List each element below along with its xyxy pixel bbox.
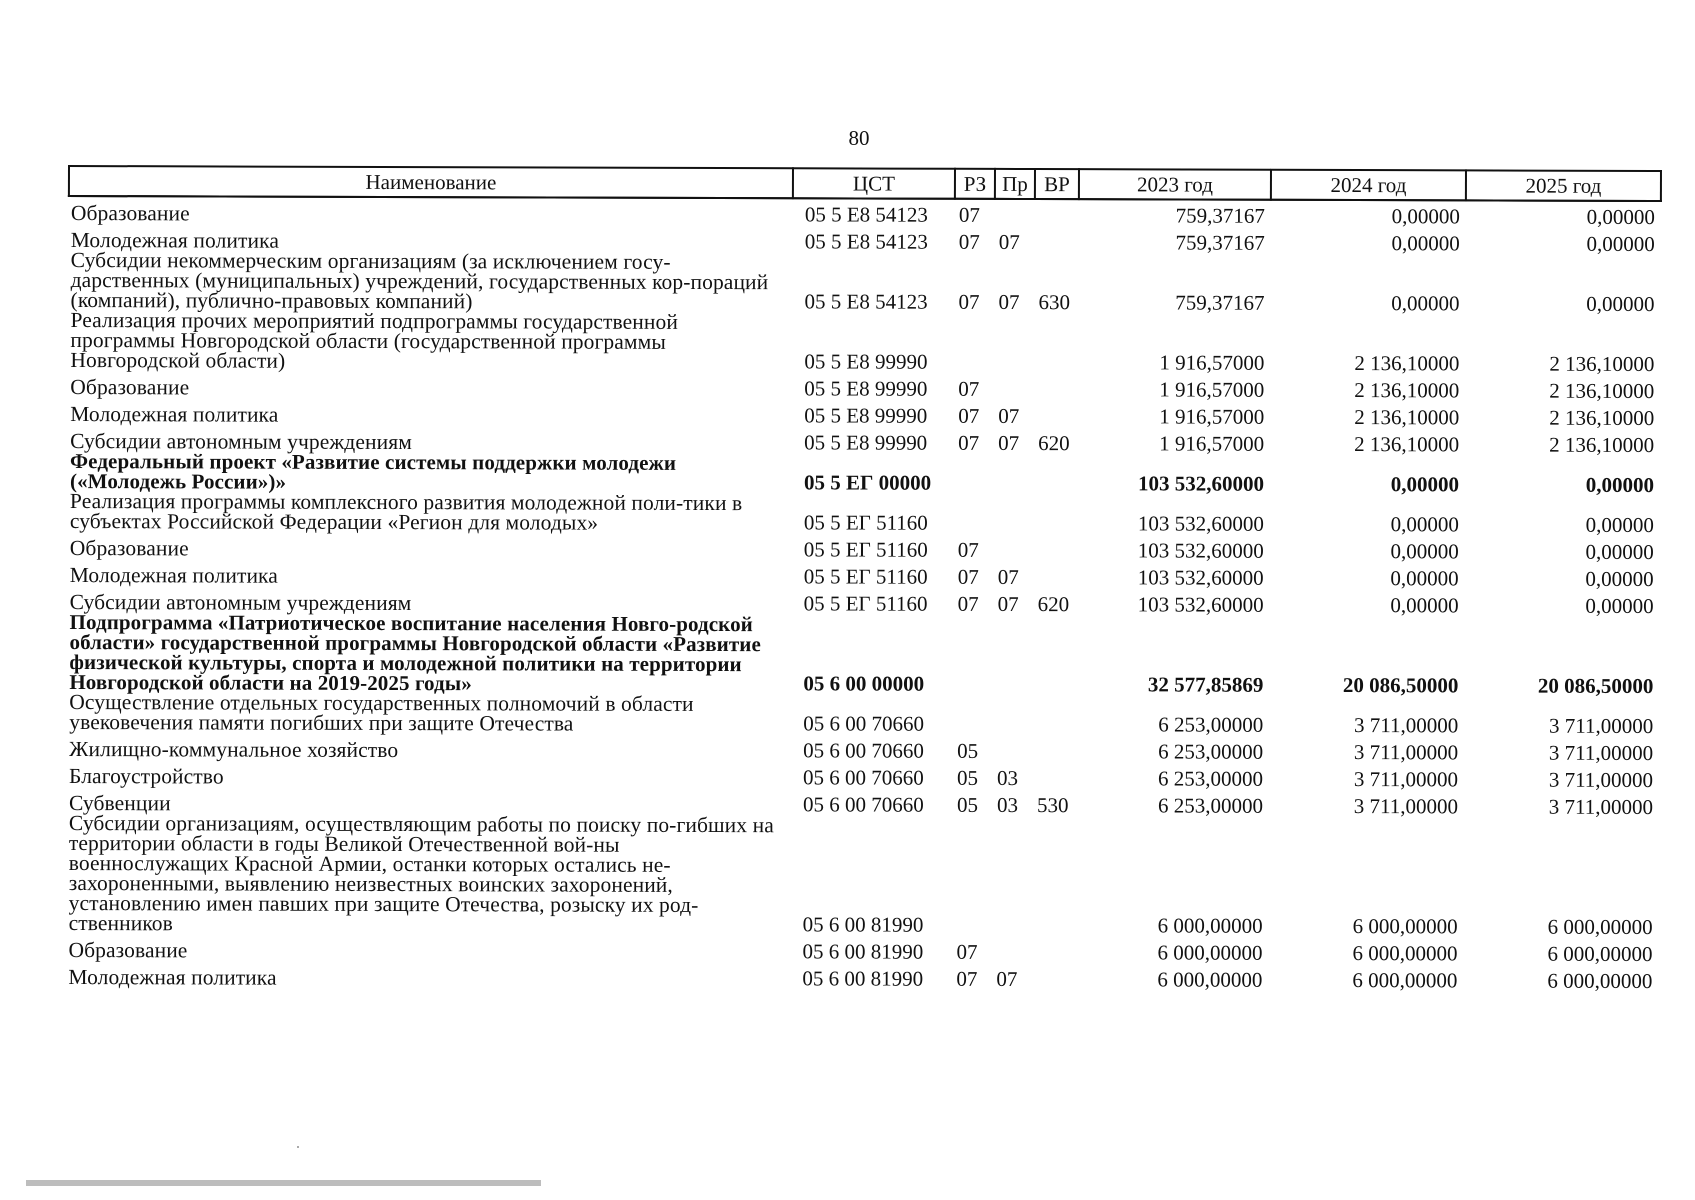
- cell-vr: [1035, 226, 1079, 253]
- cell-cst: 05 6 00 70660: [803, 765, 924, 790]
- cell-vr: [1033, 615, 1077, 695]
- cell-2023: 759,37167: [1175, 230, 1265, 255]
- cell-2024: 2 136,10000: [1354, 405, 1460, 430]
- header-rz: РЗ: [955, 169, 995, 199]
- scan-speck: [297, 1146, 299, 1148]
- cell-2023: 1 916,57000: [1159, 377, 1265, 402]
- header-2023: 2023 год: [1079, 169, 1271, 200]
- cell-name: Субсидии автономным учреждениям: [69, 590, 412, 616]
- cell-2025: 2 136,10000: [1549, 378, 1655, 403]
- cell-2024: 0,00000: [1391, 204, 1460, 229]
- cell-2024: 0,00000: [1390, 566, 1459, 591]
- cell-2025: 0,00000: [1585, 512, 1654, 537]
- cell-cst: 05 6 00 81990: [802, 912, 924, 937]
- cell-2024: 0,00000: [1391, 291, 1460, 316]
- cell-2025: 2 136,10000: [1549, 432, 1655, 457]
- cell-cst: 05 6 00 70660: [802, 792, 924, 817]
- cell-2025: 3 711,00000: [1548, 767, 1654, 792]
- cell-name: Молодежная политика: [69, 563, 278, 588]
- cell-2024: 6 000,00000: [1352, 914, 1458, 939]
- cell-name: Субвенции: [68, 791, 171, 816]
- cell-rz: 07: [957, 591, 979, 616]
- cell-2025: 3 711,00000: [1548, 794, 1654, 819]
- cell-name: Реализация прочих мероприятий подпрограммы государственной программы Новгородской области (государственной программы Новгородской области): [70, 308, 679, 373]
- cell-pr: [992, 936, 1032, 963]
- header-name: Наименование: [69, 166, 793, 198]
- cell-vr: 630: [1038, 290, 1071, 315]
- cell-2024: 20 086,50000: [1342, 673, 1459, 698]
- cell-2024: 2 136,10000: [1354, 351, 1460, 376]
- header-pr: Пр: [995, 169, 1035, 199]
- cell-2023: 6 000,00000: [1157, 967, 1263, 992]
- header-cst: ЦСТ: [793, 168, 955, 199]
- cell-pr: 07: [997, 564, 1019, 589]
- cell-cst: 05 5 ЕГ 51160: [803, 510, 928, 535]
- cell-pr: 07: [998, 289, 1020, 314]
- cell-2023: 103 532,60000: [1137, 592, 1264, 617]
- cell-vr: [1035, 199, 1079, 226]
- cell-vr: [1034, 534, 1078, 561]
- cell-2024: 3 711,00000: [1353, 767, 1459, 792]
- cell-2025: 0,00000: [1586, 231, 1655, 256]
- cell-cst: 05 5 Е8 99990: [804, 376, 928, 401]
- cell-name: Образование: [70, 375, 190, 400]
- cell-2024: 2 136,10000: [1354, 432, 1460, 457]
- cell-rz: 07: [958, 403, 980, 428]
- cell-rz: [953, 695, 993, 735]
- cell-2023: 103 532,60000: [1137, 511, 1264, 536]
- cell-2024: 6 000,00000: [1352, 941, 1458, 966]
- cell-2025: 6 000,00000: [1547, 914, 1653, 939]
- cell-2025: 3 711,00000: [1548, 713, 1654, 738]
- cell-vr: [1033, 695, 1077, 735]
- cell-rz: 07: [956, 939, 978, 964]
- cell-vr: [1032, 963, 1076, 990]
- cell-2023: 103 532,60000: [1137, 538, 1264, 563]
- cell-rz: 07: [957, 537, 979, 562]
- cell-rz: 05: [957, 765, 979, 790]
- cell-vr: [1033, 762, 1077, 789]
- cell-2025: 2 136,10000: [1549, 405, 1655, 430]
- cell-name: Подпрограмма «Патриотическое воспитание населения Новго-родской области» государственной программы Новгородской области «Развитие физической культуры, спорта и молодежной политики на территории Новгородской области на 2019-2025 годы»: [69, 610, 761, 696]
- cell-name: Образование: [68, 938, 188, 963]
- cell-cst: 05 5 ЕГ 51160: [803, 537, 928, 562]
- cell-rz: 07: [958, 376, 980, 401]
- cell-2023: 103 532,60000: [1137, 471, 1265, 496]
- cell-2023: 6 000,00000: [1157, 913, 1263, 938]
- cell-2023: 6 253,00000: [1158, 766, 1264, 791]
- scan-edge-bar: [26, 1180, 541, 1186]
- cell-vr: [1032, 936, 1076, 963]
- cell-pr: [993, 816, 1033, 936]
- cell-name: Молодежная политика: [70, 228, 280, 253]
- cell-cst: 05 5 Е8 99990: [804, 403, 928, 428]
- cell-name: Субсидии автономным учреждениям: [70, 429, 412, 455]
- cell-2023: 6 253,00000: [1157, 793, 1264, 818]
- cell-rz: 07: [958, 430, 980, 455]
- cell-2024: 2 136,10000: [1354, 378, 1460, 403]
- header-vr: ВР: [1035, 169, 1079, 199]
- cell-name: Субсидии организациям, осуществляющим работы по поиску по-гибших на территории области в годы Великой Отечественной вой-ны военнослужащих Красной Армии, останки которых остались не-захороненными, выявлению неизвестных воинских захоронений, установлению имен павших при защите Отечества, розыску их род-ственников: [68, 811, 774, 936]
- cell-pr: [994, 373, 1034, 400]
- cell-name: Молодежная политика: [68, 965, 277, 990]
- cell-cst: 05 5 Е8 54123: [804, 229, 928, 254]
- cell-2023: 32 577,85869: [1147, 672, 1264, 697]
- cell-2025: 2 136,10000: [1549, 351, 1655, 376]
- cell-rz: [954, 494, 994, 534]
- cell-cst: 05 5 Е8 99990: [804, 430, 928, 455]
- cell-name: Федеральный проект «Развитие системы поддержки молодежи («Молодежь России»)»: [69, 449, 677, 494]
- cell-rz: 07: [957, 564, 979, 589]
- cell-2023: 6 253,00000: [1158, 739, 1264, 764]
- cell-rz: 07: [958, 202, 980, 227]
- cell-vr: 620: [1038, 431, 1070, 456]
- cell-2025: 0,00000: [1585, 566, 1654, 591]
- cell-pr: [994, 494, 1034, 534]
- cell-vr: [1034, 561, 1078, 588]
- cell-2025: 3 711,00000: [1548, 740, 1654, 765]
- cell-2025: 0,00000: [1585, 593, 1654, 618]
- cell-name: Жилищно-коммунальное хозяйство: [69, 737, 399, 763]
- cell-rz: [953, 816, 993, 936]
- page-number: 80: [848, 126, 870, 150]
- cell-pr: 07: [998, 430, 1020, 455]
- cell-2024: 3 711,00000: [1353, 794, 1459, 819]
- cell-pr: [994, 313, 1034, 373]
- cell-rz: 07: [958, 229, 980, 254]
- cell-2025: 6 000,00000: [1547, 941, 1653, 966]
- cell-pr: 07: [998, 403, 1020, 428]
- cell-pr: [995, 199, 1035, 226]
- cell-2023: 1 916,57000: [1159, 404, 1265, 429]
- cell-vr: 620: [1037, 592, 1070, 617]
- cell-2025: 0,00000: [1586, 204, 1655, 229]
- header-2024: 2024 год: [1271, 170, 1466, 201]
- cell-cst: 05 5 ЕГ 51160: [803, 591, 928, 616]
- cell-2025: 0,00000: [1585, 472, 1655, 497]
- cell-vr: 530: [1036, 793, 1069, 818]
- header-2025: 2025 год: [1466, 170, 1661, 201]
- cell-vr: [1034, 373, 1078, 400]
- cell-rz: [954, 454, 994, 494]
- cell-2024: 0,00000: [1391, 231, 1460, 256]
- table-body: [66, 196, 1660, 992]
- table-header-row: [69, 166, 1661, 201]
- cell-2025: 0,00000: [1585, 539, 1654, 564]
- cell-rz: [953, 615, 993, 695]
- cell-2023: 759,37167: [1175, 203, 1265, 228]
- cell-pr: [993, 615, 1033, 695]
- cell-name: Образование: [69, 536, 189, 561]
- cell-cst: 05 6 00 70660: [803, 738, 924, 763]
- cell-2024: 0,00000: [1390, 593, 1459, 618]
- cell-vr: [1034, 454, 1078, 494]
- table-row: [68, 310, 1660, 375]
- cell-name: Реализация программы комплексного развития молодежной поли-тики в субъектах Российской Федерации «Регион для молодых»: [69, 489, 743, 535]
- cell-cst: 05 5 Е8 54123: [804, 289, 928, 314]
- cell-rz: 07: [956, 966, 978, 991]
- cell-pr: 07: [997, 591, 1019, 616]
- cell-2024: 0,00000: [1390, 539, 1459, 564]
- cell-cst: 05 5 ЕГ 51160: [803, 564, 928, 589]
- cell-2024: 6 000,00000: [1352, 968, 1458, 993]
- cell-rz: [954, 313, 994, 373]
- cell-vr: [1033, 816, 1077, 936]
- cell-2025: 0,00000: [1586, 291, 1655, 316]
- cell-2024: 3 711,00000: [1353, 713, 1459, 738]
- cell-cst: 05 5 Е8 54123: [804, 202, 928, 227]
- table-row: [68, 491, 1660, 536]
- cell-cst: 05 5 ЕГ 00000: [803, 470, 932, 495]
- cell-name: Субсидии некоммерческим организациям (за исключением госу-дарственных (муниципальных) учреждений, государственных кор-пораций (компаний), публично-правовых компаний): [70, 248, 769, 314]
- table-row: [67, 692, 1659, 737]
- cell-cst: 05 6 00 81990: [802, 966, 924, 991]
- cell-2023: 1 916,57000: [1159, 350, 1265, 375]
- cell-pr: 03: [996, 792, 1019, 817]
- cell-2024: 0,00000: [1390, 512, 1459, 537]
- cell-cst: 05 6 00 70660: [803, 711, 925, 736]
- cell-vr: [1034, 313, 1078, 373]
- cell-vr: [1034, 494, 1078, 534]
- budget-table-container: [65, 165, 1660, 992]
- cell-pr: [994, 454, 1034, 494]
- cell-2023: 1 916,57000: [1159, 431, 1265, 456]
- cell-pr: [993, 695, 1033, 735]
- cell-2023: 6 000,00000: [1157, 940, 1263, 965]
- cell-pr: [994, 534, 1034, 561]
- table-row: [69, 250, 1661, 315]
- cell-pr: 07: [996, 966, 1018, 991]
- cell-rz: 07: [958, 289, 980, 314]
- cell-pr: [993, 735, 1033, 762]
- budget-table: [65, 165, 1662, 992]
- cell-rz: 05: [957, 738, 979, 763]
- cell-cst: 05 6 00 81990: [802, 939, 924, 964]
- cell-2025: 6 000,00000: [1547, 968, 1653, 993]
- cell-pr: 03: [997, 765, 1019, 790]
- cell-cst: 05 6 00 00000: [803, 671, 925, 696]
- cell-name: Молодежная политика: [70, 402, 279, 427]
- cell-2023: 103 532,60000: [1137, 565, 1264, 590]
- cell-2023: 759,37167: [1175, 290, 1265, 315]
- cell-pr: 07: [998, 229, 1020, 254]
- table-row: [67, 813, 1659, 938]
- cell-name: Образование: [70, 201, 190, 226]
- cell-name: Благоустройство: [69, 764, 224, 789]
- cell-2024: 3 711,00000: [1353, 740, 1459, 765]
- cell-vr: [1034, 400, 1078, 427]
- table-row: [67, 612, 1659, 697]
- cell-cst: 05 5 Е8 99990: [804, 349, 928, 374]
- cell-2024: 0,00000: [1390, 472, 1460, 497]
- cell-2025: 20 086,50000: [1537, 673, 1654, 698]
- cell-name: Осуществление отдельных государственных полномочий в области увековечения памяти погибших при защите Отечества: [69, 690, 694, 736]
- cell-vr: [1033, 735, 1077, 762]
- cell-rz: 05: [956, 792, 979, 817]
- cell-2023: 6 253,00000: [1158, 712, 1264, 737]
